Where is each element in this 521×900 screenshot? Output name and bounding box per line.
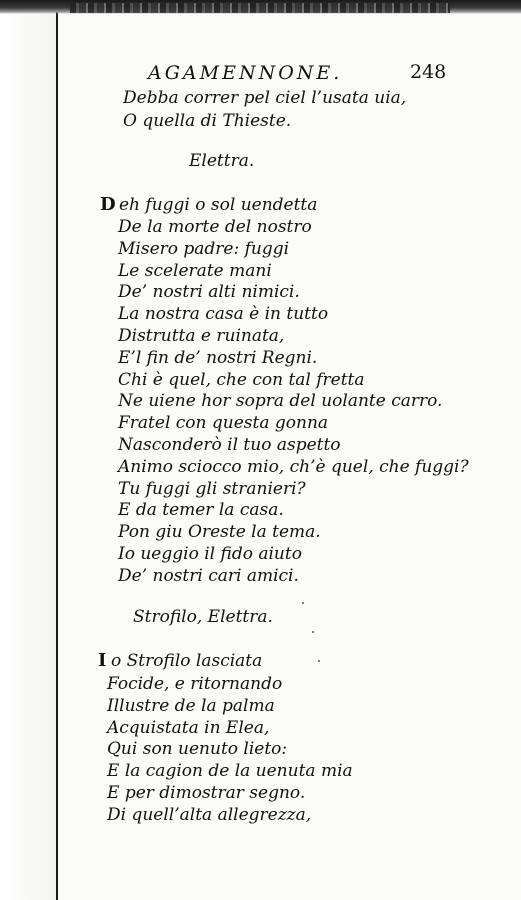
drop-initial-2: I [98, 650, 107, 671]
verse-line: Misero padre: fuggi [118, 238, 290, 259]
ink-speck [302, 602, 304, 604]
verse-line: De’ nostri alti nimici. [118, 282, 300, 303]
page-gutter [0, 0, 56, 900]
verse-line: Animo sciocco mio, ch’è quel, che fuggi? [118, 456, 469, 477]
verse-line: E da temer la casa. [118, 500, 284, 521]
verse-line: La nostra casa è in tutto [118, 304, 329, 325]
verse-line: De’ nostri cari amici. [118, 565, 299, 586]
ink-speck [318, 660, 320, 662]
binding-edge-line [56, 0, 58, 900]
verse-first-line-1: eh fuggi o sol uendetta [119, 195, 318, 215]
verse-line: Chi è quel, che con tal fretta [118, 369, 365, 390]
verse-line: Tu fuggi gli stranieri? [118, 478, 306, 499]
verse-line: Le scelerate mani [118, 260, 272, 281]
speaker-heading-strofilo: Strofilo, Elettra. [133, 607, 273, 627]
verse-line: Pon giu Oreste la tema. [118, 522, 321, 543]
verse-line: De la morte del nostro [118, 217, 312, 237]
ink-speck [312, 631, 314, 633]
verse-line: Illustre de la palma [107, 695, 275, 716]
verse-line: Io ueggio il fido aiuto [118, 544, 302, 564]
torn-top-strip [70, 3, 450, 13]
verse-line: Acquistata in Elea, [107, 717, 270, 738]
speaker-heading-elettra: Elettra. [189, 151, 255, 171]
verse-line: Qui son uenuto lieto: [107, 739, 288, 760]
running-title: AGAMENNONE. [148, 62, 343, 84]
verse-line: Focide, e ritornando [107, 674, 283, 694]
verse-line: E per dimostrar segno. [107, 783, 306, 803]
verse-line: Fratel con questa gonna [118, 413, 329, 434]
page-number: 248 [410, 61, 447, 83]
verse-line: E’l fin de’ nostri Regni. [118, 347, 318, 368]
verse-line: Debba correr pel ciel l’usata uia, [123, 88, 407, 108]
verse-line: Ne uiene hor sopra del uolante carro. [118, 391, 443, 412]
verse-line: Distrutta e ruinata, [118, 326, 285, 346]
verse-line: Nasconderò il tuo aspetto [118, 435, 341, 455]
verse-first-line-2: o Strofilo lasciata [111, 651, 263, 671]
drop-initial-1: D [100, 194, 116, 215]
verse-line: O quella di Thieste. [123, 111, 292, 131]
verse-line: E la cagion de la uenuta mia [107, 761, 353, 782]
verse-line: Di quell’alta allegrezza, [107, 804, 312, 825]
